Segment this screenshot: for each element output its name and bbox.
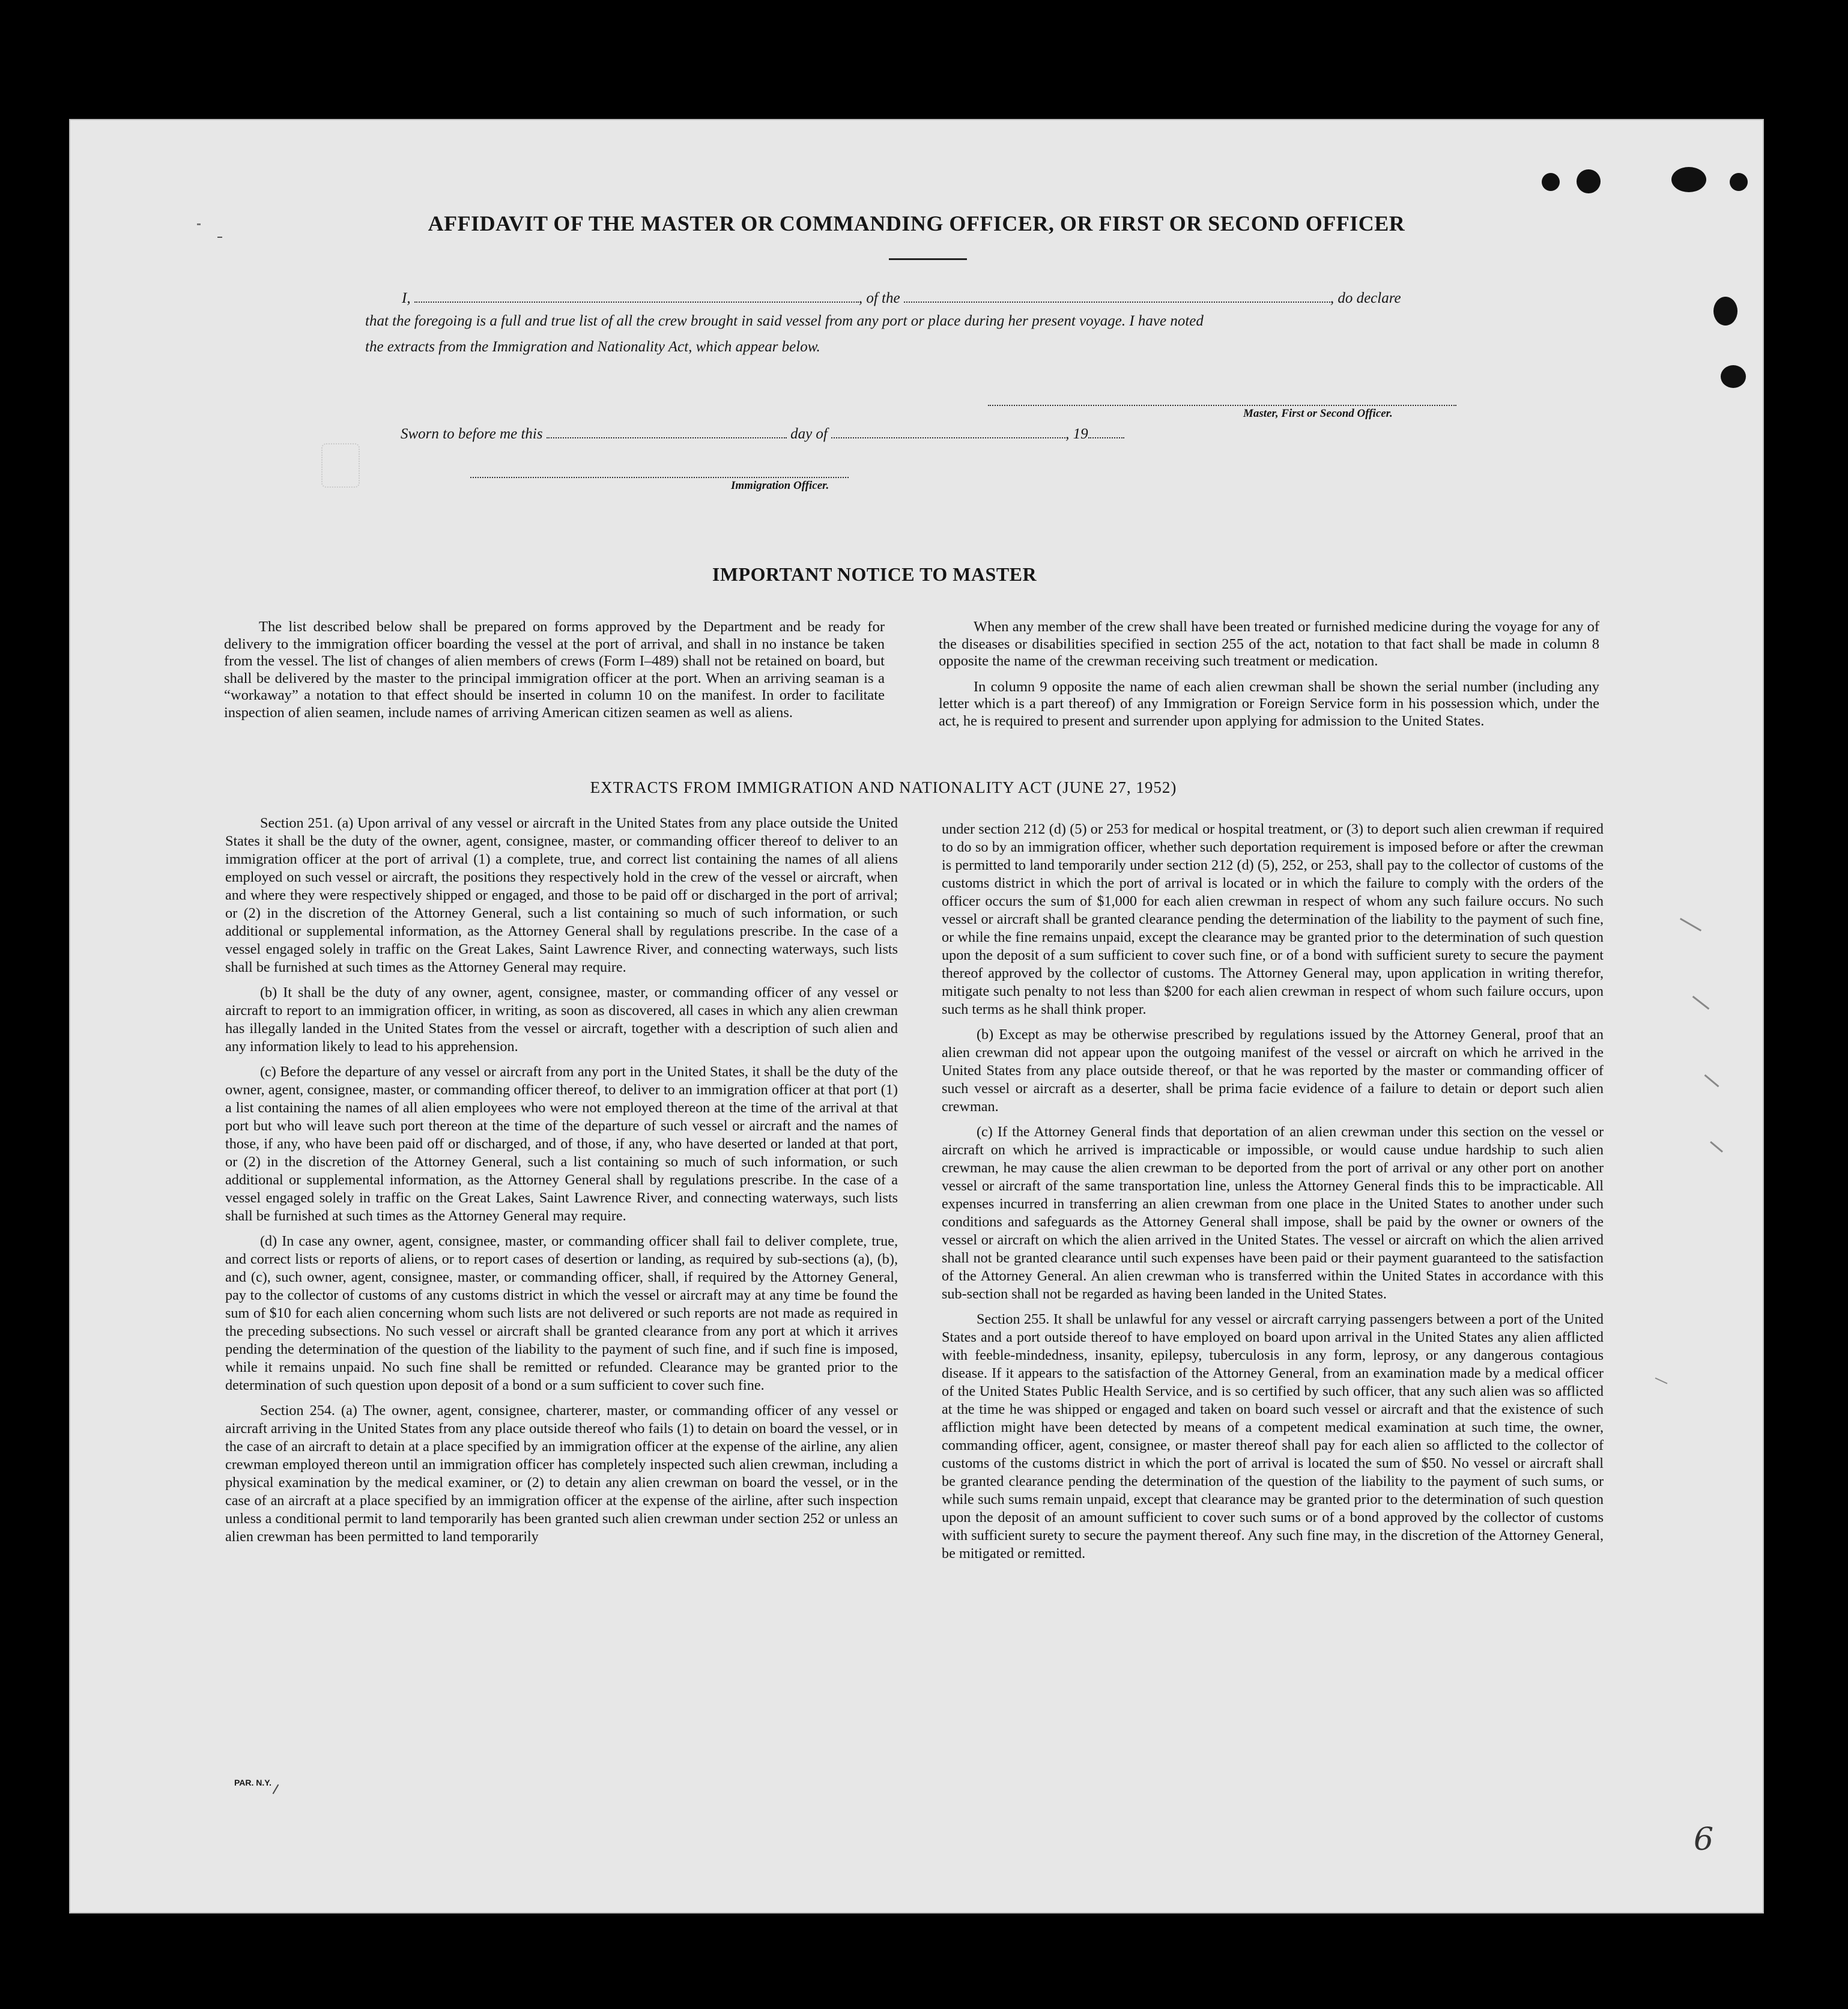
- binder-hole: [1721, 365, 1746, 388]
- sworn-label: Sworn to before me this: [401, 426, 543, 442]
- act-paragraph: (b) It shall be the duty of any owner, agent, consignee, master, or commanding officer of any vessel or aircraft to report to an immigration officer, in writing, as soon as discovered, all cases in which any alien crewman has illegally landed in the United States from the vessel or aircraft, together with a description of such alien and any information likely to lead to his apprehension.: [225, 984, 898, 1055]
- declaration-do-declare-label: , do declare: [1330, 290, 1401, 306]
- notice-paragraph: In column 9 opposite the name of each alien crewman shall be shown the serial number (including any letter which is a part thereof) of any Immigration or Foreign Service form in his possession which, under the act, he is required to present and surrender upon applying for admission to the United States.: [939, 678, 1599, 729]
- scan-artifact: [1704, 1074, 1719, 1088]
- immigration-officer-label: Immigration Officer.: [731, 479, 829, 492]
- scan-artifact: [1692, 996, 1710, 1010]
- master-signature-field[interactable]: [988, 389, 1456, 406]
- declaration-line-2: that the foregoing is a full and true list of all the crew brought in said vessel from any port or place during her present voyage. I have noted: [365, 313, 1204, 329]
- declaration-line-3: the extracts from the Immigration and Nationality Act, which appear below.: [365, 339, 820, 355]
- sworn-date-field[interactable]: [547, 422, 787, 438]
- act-paragraph: Section 251. (a) Upon arrival of any vessel or aircraft in the United States from any place outside the United States it shall be the duty of the owner, agent, consignee, master, or commanding officer thereof to deliver to an immigration officer at the port of arrival (1) a complete, true, and correct list containing the names of all aliens employed on such vessel or aircraft, the positions they respectively hold in the crew of the vessel or aircraft, when and where they were respectively shipped or engaged, and those to be paid off or discharged in the port of arrival; or (2) in the discretion of the Attorney General, such a list containing so much of such information, or such additional or supplemental information, as the Attorney General shall by regulations prescribe. In the case of a vessel engaged solely in traffic on the Great Lakes, Saint Lawrence River, and connecting waterways, such lists shall be furnished at such times as the Attorney General may require.: [225, 815, 898, 975]
- notice-left-column: [224, 619, 885, 730]
- binder-hole: [1730, 173, 1748, 191]
- scan-artifact: [1680, 918, 1701, 932]
- sworn-line: [401, 422, 1301, 443]
- title-underline: [889, 258, 967, 260]
- act-paragraph: under section 212 (d) (5) or 253 for medical or hospital treatment, or (3) to deport such alien crewman if required to do so by an immigration officer, whether such deportation requirement is imposed before or after the crewman is permitted to land temporarily under section 212 (d) (5), 252, or 253, shall pay to the collector of customs of the customs district in which the port of arrival is located or in which the failure to comply with the orders of the officer occurs the sum of $1,000 for each alien crewman in respect of whom any such failure occurs. No such vessel or aircraft shall be granted clearance pending the determination of the liability to the payment of such fine, or while the fine remains unpaid, except the clearance may be granted prior to the determination of such question upon the deposit of a sum sufficient to cover such fine, or of a bond with sufficient surety to secure the payment thereof approved by the collector of customs. The Attorney General may, upon application in writing therefor, mitigate such penalty to not less than $200 for each alien crewman in respect of whom such failure occurs, upon such terms as he shall think proper.: [942, 821, 1604, 1017]
- affidavit-title: AFFIDAVIT OF THE MASTER OR COMMANDING OFFICER, OR FIRST OR SECOND OFFICER: [428, 211, 1405, 235]
- act-paragraph: (b) Except as may be otherwise prescribed by regulations issued by the Attorney General, proof that an alien crewman did not appear upon the outgoing manifest of the vessel or aircraft on which he arrived in the United States from any place outside thereof, or that he was reported by the master or commanding officer of such vessel or aircraft as a deserter, shall be prima facie evidence of a failure to detain or deport such alien crewman.: [942, 1026, 1604, 1115]
- binder-hole: [1713, 297, 1737, 326]
- immigration-officer-signature-field[interactable]: [470, 461, 849, 478]
- extracts-title: EXTRACTS FROM IMMIGRATION AND NATIONALITY ACT (JUNE 27, 1952): [590, 778, 1177, 796]
- declaration-of-the-label: , of the: [858, 290, 900, 306]
- sworn-year-label: , 19: [1065, 426, 1088, 442]
- notice-title: IMPORTANT NOTICE TO MASTER: [712, 563, 1037, 585]
- scan-artifact: [1710, 1141, 1723, 1153]
- act-paragraph: Section 254. (a) The owner, agent, consignee, charterer, master, or commanding officer of any vessel or aircraft arriving in the United States from any place outside thereof who fails (1) to detain on board the vessel, or in the case of an aircraft to detain at a place specified by an immigration officer at the expense of the airline, any alien crewman employed thereon until an immigration officer has completely inspected such alien crewman, including a physical examination by the medical examiner, or (2) to detain any alien crewman on board the vessel, or in the case of an aircraft at a place specified by an immigration officer at the expense of the airline, after such inspection unless a conditional permit to land temporarily has been granted such alien crewman under section 252 or unless an alien crewman has been permitted to land temporarily: [225, 1402, 898, 1545]
- vessel-name-field[interactable]: [904, 286, 1330, 303]
- act-paragraph: Section 255. It shall be unlawful for any vessel or aircraft carrying passengers between a port of the United States and a port outside thereof to have employed on board upon arrival in the United States any alien afflicted with feeble-mindedness, insanity, epilepsy, tuberculosis in any form, leprosy, or any dangerous contagious disease. If it appears to the satisfaction of the Attorney General, from an examination made by a medical officer of the United States Public Health Service, and is so certified by such officer, that any such alien was so afflicted at the time he was shipped or engaged and taken on board such vessel or aircraft and that the existence of such affliction might have been detected by means of a competent medical examination at such time, the owner, commanding officer, agent, consignee, or master thereof shall pay for each alien so afflicted to the collector of customs of the customs district in which the port of arrival is located the sum of $50. No vessel or aircraft shall be granted clearance pending the determination of the question of the liability to the payment of such sums, or while such sums remain unpaid, except that clearance may be granted prior to the determination of such question upon the deposit of an amount sufficient to cover such sums or of a bond approved by the collector of customs with sufficient surety to secure the payment thereof. Any such fine may, in the discretion of the Attorney General, be mitigated or remitted.: [942, 1311, 1604, 1562]
- sworn-year-field[interactable]: [1088, 422, 1124, 438]
- declaration-line-1: [402, 286, 1531, 307]
- border-speck: [197, 223, 201, 225]
- declaration-i-label: I,: [402, 290, 411, 306]
- handwritten-page-number: 6: [1694, 1822, 1714, 1858]
- declarant-name-field[interactable]: [414, 286, 859, 303]
- act-paragraph: (c) Before the departure of any vessel or aircraft from any port in the United States, it shall be the duty of the owner, agent, consignee, master, or commanding officer thereof, to deliver to an immigration officer at that port (1) a list containing the names of all alien employees who were not employed thereon at the time of the arrival at that port but who will leave such port thereon at the time of the departure of such vessel or aircraft and the names of those, if any, who have been paid off or discharged, and of those, if any, who have deserted or landed at that port, or (2) in the discretion of the Attorney General, such a list containing so much of such information, or such additional or supplemental information, as the Attorney General shall by regulations prescribe. In the case of a vessel engaged solely in traffic on the Great Lakes, Saint Lawrence River, and connecting waterways, such lists shall be furnished at such times as the Attorney General may require.: [225, 1064, 898, 1224]
- notice-paragraph: The list described below shall be prepared on forms approved by the Department and be ready for delivery to the immigration officer boarding the vessel at the port of arrival, and shall in no instance be taken from the vessel. The list of changes of alien members of crews (Form I–489) shall not be retained on board, but shall be delivered by the master to the principal immigration officer at the port. When an arriving seaman is a “workaway” a notation to that effect should be inserted in column 10 on the manifest. In order to facilitate inspection of alien seamen, include names of arriving American citizen seamen as well as aliens.: [224, 619, 885, 721]
- notice-right-column: [939, 619, 1599, 738]
- scan-artifact: [1655, 1377, 1668, 1384]
- sworn-month-field[interactable]: [831, 422, 1065, 438]
- faint-stamp-mark: [321, 443, 360, 488]
- footer-pen-mark: [273, 1784, 279, 1795]
- extracts-right-column: [942, 820, 1604, 1570]
- sworn-day-of-label: day of: [790, 426, 828, 442]
- binder-hole: [1542, 173, 1560, 191]
- printer-mark: PAR. N.Y.: [234, 1778, 271, 1787]
- master-signature-label: Master, First or Second Officer.: [1243, 407, 1393, 420]
- binder-hole: [1577, 169, 1601, 193]
- act-paragraph: (c) If the Attorney General finds that deportation of an alien crewman under this section on the vessel or aircraft on which he arrived is impracticable or impossible, or would cause undue hardship to such alien crewman, he may cause the alien crewman to be deported from the port of arrival or any other port on another vessel or aircraft of the same transportation line, unless the Attorney General finds this to be impracticable. All expenses incurred in transferring an alien crewman from one place in the United States to another under such conditions and safeguards as the Attorney General shall impose, shall be paid by the owner or owners of the vessel or aircraft on which the alien arrived in the United States. The vessel or aircraft on which the alien arrived shall not be granted clearance until such expenses have been paid or their payment guaranteed to the satisfaction of the Attorney General. An alien crewman who is transferred within the United States in accordance with this sub-section shall not be regarded as having been landed in the United States.: [942, 1124, 1604, 1302]
- act-paragraph: (d) In case any owner, agent, consignee, master, or commanding officer shall fail to deliver complete, true, and correct lists or reports of aliens, or to report cases of desertion or landing, as required by sub-sections (a), (b), and (c), such owner, agent, consignee, master, or commanding officer, shall, if required by the Attorney General, pay to the collector of customs of any customs district in which the vessel or aircraft may at any time be found the sum of $10 for each alien concerning whom such lists are not delivered or such reports are not made as required in the preceding subsections. No such vessel or aircraft shall be granted clearance from any port at which it arrives pending the determination of the question of the liability to the payment of such fine, and if such fine is imposed, while it remains unpaid. No such fine shall be remitted or refunded. Clearance may be granted prior to the determination of such question upon deposit of a bond or a sum sufficient to cover such fine.: [225, 1233, 898, 1393]
- document-page: [69, 119, 1764, 1914]
- notice-paragraph: When any member of the crew shall have been treated or furnished medicine during the voyage for any of the diseases or disabilities specified in section 255 of the act, notation to that fact shall be made in column 8 opposite the name of the crewman receiving such treatment or medication.: [939, 619, 1599, 669]
- binder-hole: [1671, 167, 1706, 192]
- border-speck: [217, 237, 222, 238]
- extracts-left-column: [225, 814, 898, 1553]
